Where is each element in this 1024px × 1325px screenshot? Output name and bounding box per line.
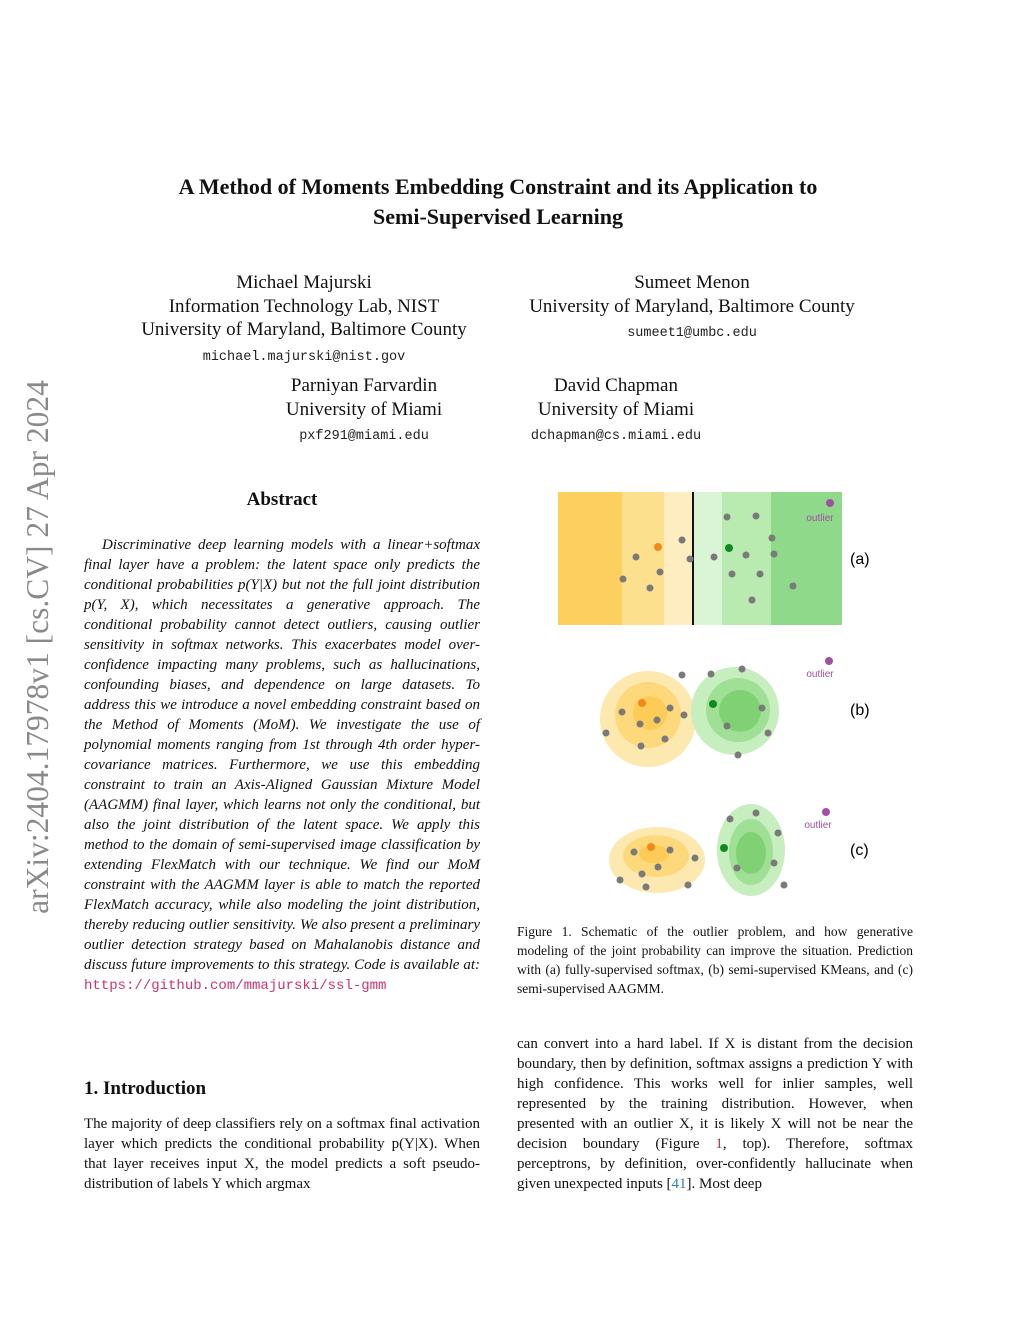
outlier-point [825,657,833,665]
region-green-mid [722,492,771,625]
author-name: David Chapman [553,375,678,396]
figure-reference-link[interactable]: 1 [715,1136,723,1152]
panel-c-label: (c) [850,842,869,859]
author-name: Parniyan Farvardin [290,375,438,396]
green-labeled-point [725,544,733,552]
orange-labeled-point [647,843,655,851]
intro-paragraph: The majority of deep classifiers rely on a softmax final activation layer which predicts the conditional probability p(Y|X). When that layer receives input X, the model predicts a soft pseudo-distribution of labels Y which argmax [84,1116,480,1192]
panel-b-label: (b) [850,702,870,719]
author-email: michael.majurski@nist.gov [202,349,406,365]
orange-labeled-point [638,699,646,707]
outlier-label: outlier [804,820,832,831]
arxiv-identifier: arXiv:2404.17978v1 [cs.CV] 27 Apr 2024 [20,380,55,914]
author-email: sumeet1@umbc.edu [627,326,757,341]
author-email: pxf291@miami.edu [299,429,429,444]
citation-link[interactable]: 41 [671,1176,687,1192]
abstract-text: Discriminative deep learning models with a linear+softmax final layer have a problem: the latent space only predicts the conditional probabilities p(Y|X) but not the full joint distribution p(Y, X), which necessitates a generative approach. The conditional probability cannot detect outliers, causing outlier sensitivity in softmax networks. This exacerbates model over-confidence impacting many problems, such as hallucinations, confounding biases, and dependence on large datasets. To address this we introduce a novel embedding constraint based on the Method of Moments (MoM). We investigate the use of polynomial moments ranging from 1st through 4th order hyper-covariance matrices. Furthermore, we use this embedding constraint to train an Axis-Aligned Gaussian Mixture Model (AAGMM) final layer, which learns not only the conditional, but also the joint distribution of the latent space. We apply this method to the domain of semi-supervised image classification by extending FlexMatch with our technique. We find our MoM constraint with the AAGMM layer is able to match the reported FlexMatch accuracy, while also modeling the joint distribution, thereby reducing outlier sensitivity. We also present a preliminary outlier detection strategy based on Mahalanobis distance and discuss future improvements to this strategy. Code is available at: [84,537,480,973]
abstract-heading: Abstract [246,489,318,510]
figure-1-caption: Figure 1. Schematic of the outlier problem, and how generative modeling of the joint probability can improve the situation. Prediction with (a) fully-supervised softmax, (b) semi-supervised KMeans, and (c) semi-supervised AAGMM. [517,924,913,996]
author-block-chapman [496,374,736,449]
paragraph-text: , top). Therefore, softmax perceptrons, by definition, over-confidently hallucinate when given unexpected inputs [ [517,1136,913,1192]
title-line-1: A Method of Moments Embedding Constraint and its Application to [178,174,818,199]
author-name: Michael Majurski [236,272,372,293]
outlier-point [822,808,830,816]
paper-title [100,172,896,232]
green-labeled-point [709,700,717,708]
region-green-dark [771,492,842,625]
outlier-label: outlier [806,513,834,524]
panel-c-aagmm [609,804,869,896]
abstract-body [84,535,480,996]
region-orange-mid [622,492,664,625]
green-labeled-point [720,844,728,852]
author-affiliation: University of Maryland, Baltimore County [141,319,467,340]
region-orange-dark [558,492,622,625]
code-link[interactable]: https://github.com/mmajurski/ssl-gmm [84,978,387,994]
figure-1-schematic [550,488,880,908]
author-affiliation: University of Maryland, Baltimore County [529,295,855,317]
author-name: Sumeet Menon [634,272,750,293]
author-affiliation: University of Miami [537,398,695,420]
paragraph-text: can convert into a hard label. If X is distant from the decision boundary, then by definition, softmax assigns a prediction Y with high confidence. This works well for inlier samples, well represented by the training distribution. However, when presented with an outlier X, it is likely X will not be near the decision boundary (Figure [517,1036,913,1152]
author-block-majurski [104,271,504,369]
author-email: dchapman@cs.miami.edu [530,429,702,444]
panel-a-softmax [558,492,870,625]
panel-b-kmeans [600,657,870,767]
outlier-point [826,499,834,507]
author-affiliation: University of Miami [285,398,443,420]
paragraph-text: ]. Most deep [686,1176,762,1192]
title-line-2: Semi-Supervised Learning [373,204,623,229]
author-block-farvardin [244,374,484,449]
panel-a-label: (a) [850,551,870,568]
outlier-label: outlier [806,669,834,680]
author-affiliation: Information Technology Lab, NIST [168,295,440,317]
right-column-paragraph [517,1034,913,1194]
orange-labeled-point [654,543,662,551]
region-green-light [693,492,722,625]
cluster-green-inner [736,832,766,874]
author-block-menon [502,271,882,346]
intro-heading: 1. Introduction [84,1078,207,1099]
